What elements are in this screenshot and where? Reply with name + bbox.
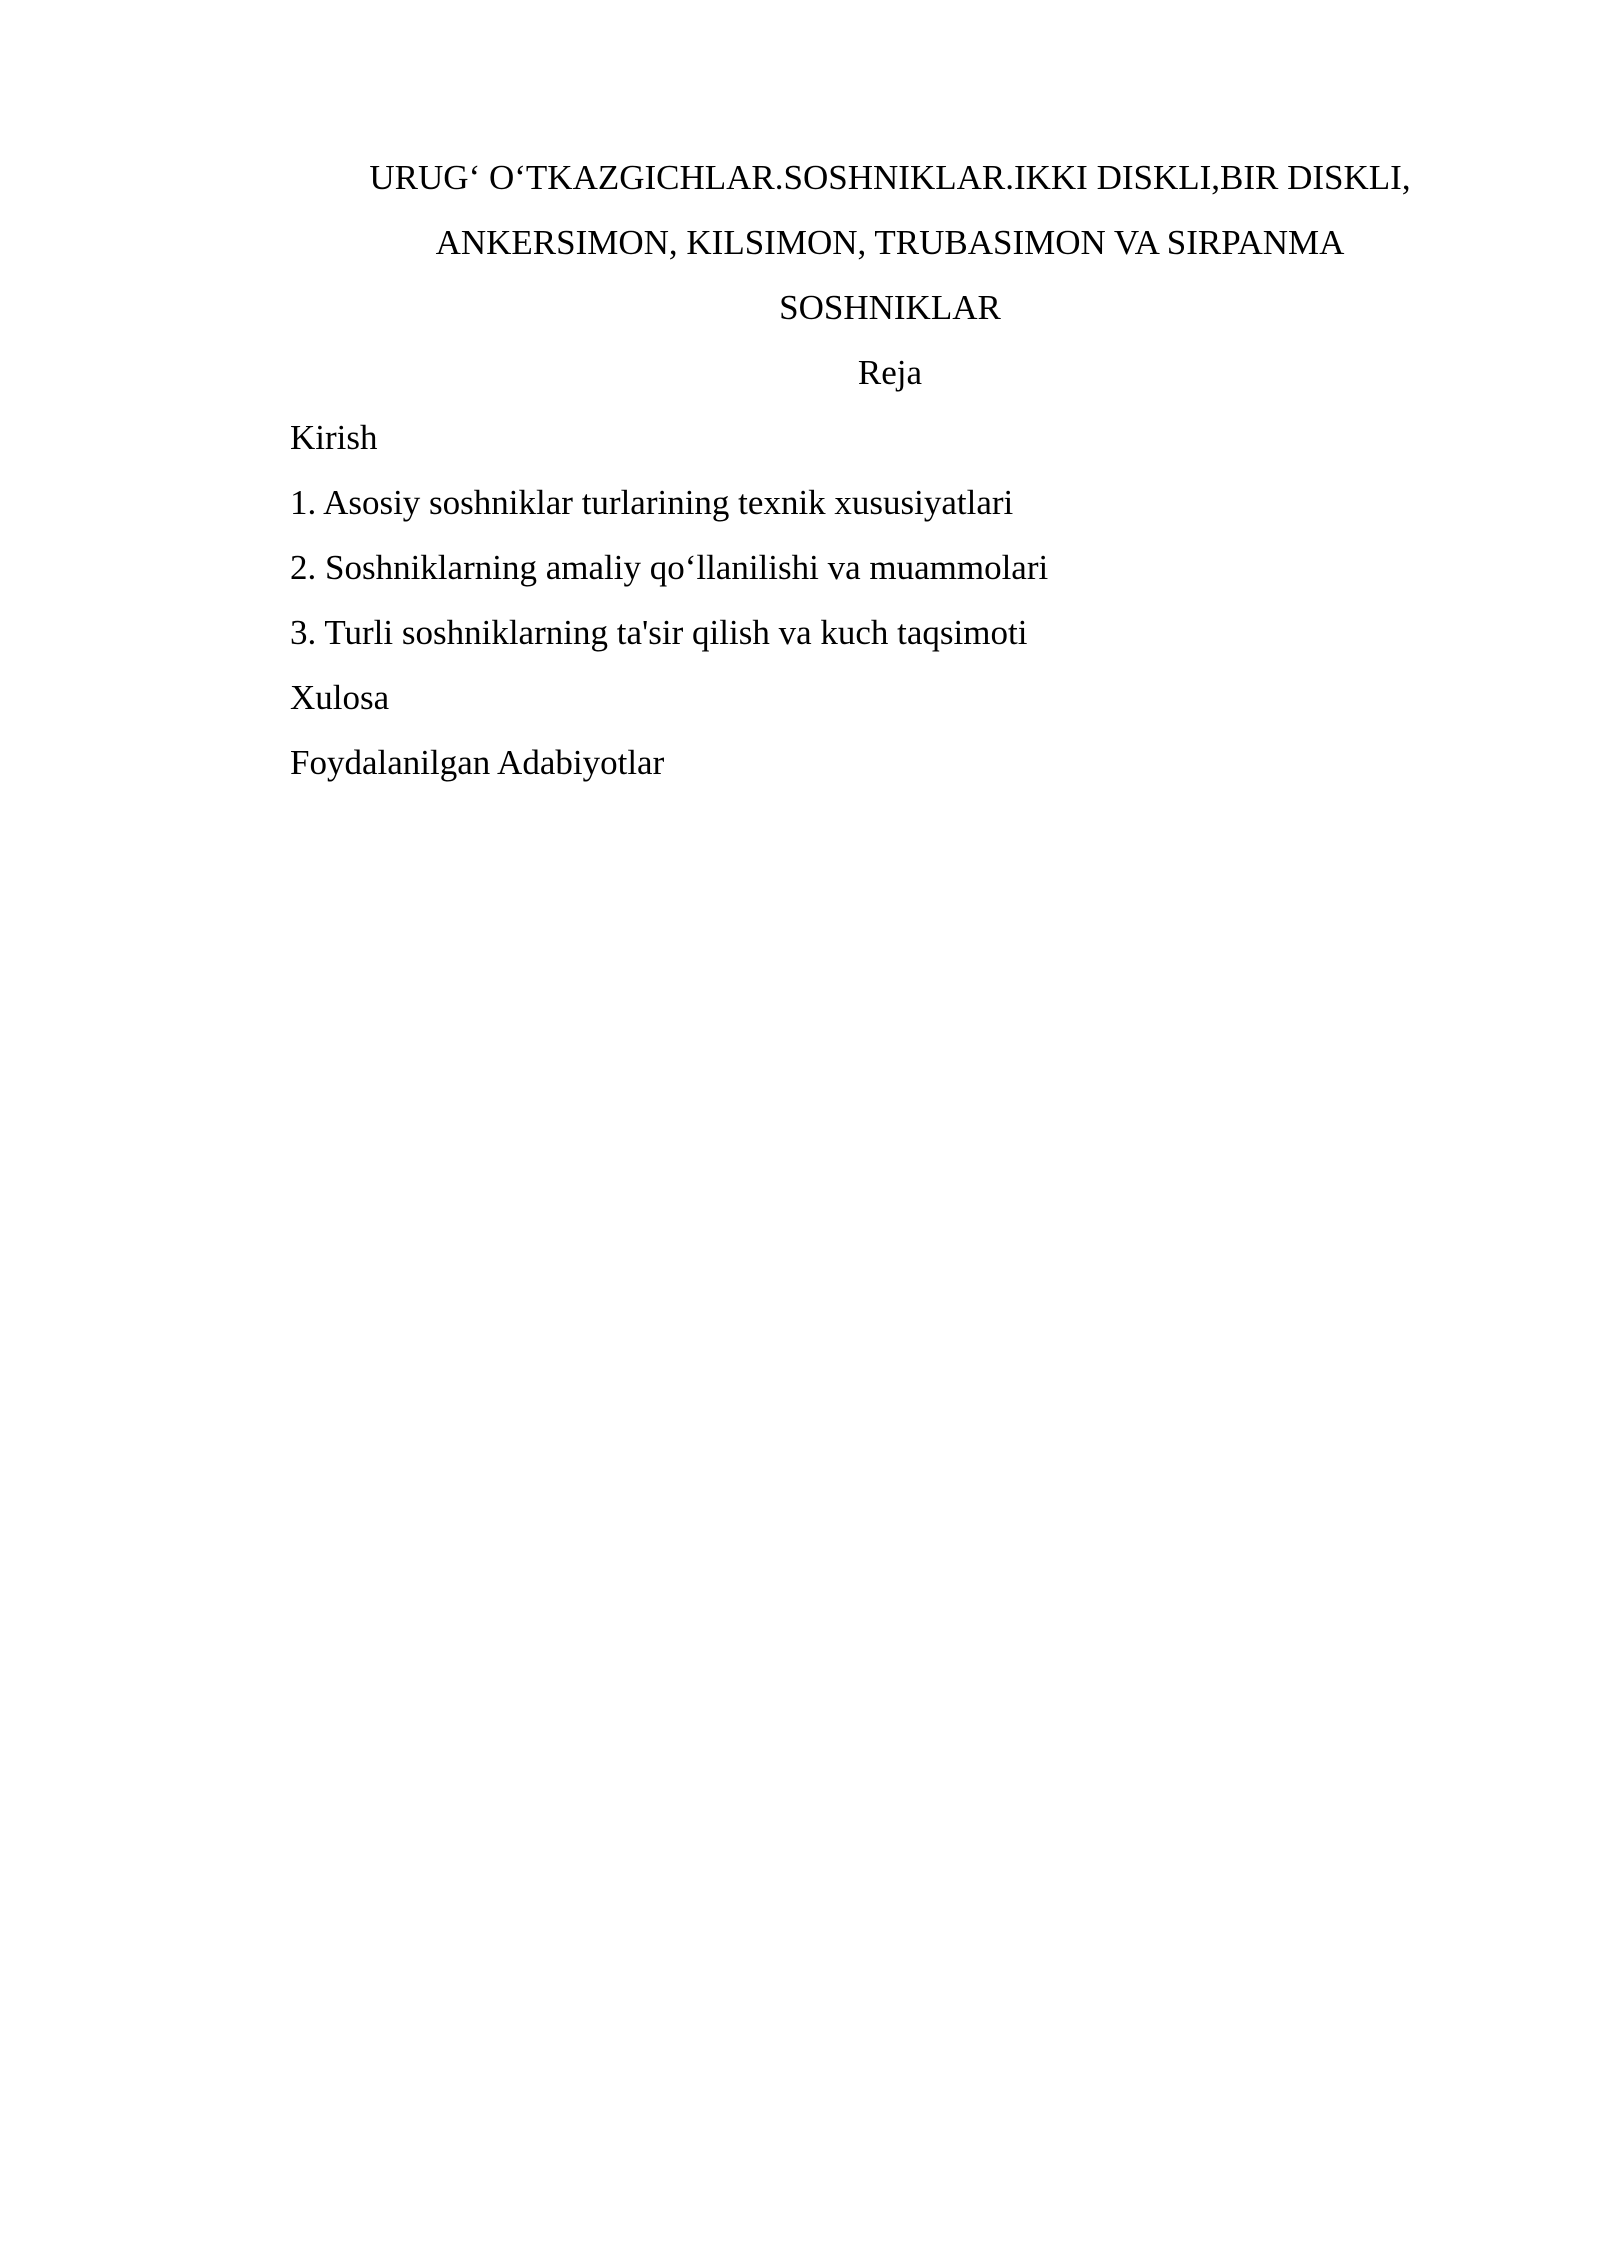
title-line: ANKERSIMON, KILSIMON, TRUBASIMON VA SIRPANMA bbox=[435, 223, 1345, 262]
outline-item-1: 1. Asosiy soshniklar turlarining texnik xususiyatlari bbox=[290, 483, 1014, 522]
title-line: SOSHNIKLAR bbox=[779, 288, 1001, 327]
plan-outline bbox=[290, 405, 1490, 795]
outline-item-2: 2. Soshniklarning amaliy qo‘llanilishi va muammolari bbox=[290, 548, 1049, 587]
outline-item-3: 3. Turli soshniklarning ta'sir qilish va kuch taqsimoti bbox=[290, 613, 1028, 652]
outline-item-references: Foydalanilgan Adabiyotlar bbox=[290, 743, 665, 782]
title-line: URUG‘ O‘TKAZGICHLAR.SOSHNIKLAR.IKKI DISKLI,BIR DISKLI, bbox=[369, 158, 1411, 197]
document-title bbox=[290, 145, 1490, 405]
plan-heading: Reja bbox=[857, 353, 923, 392]
outline-item-introduction: Kirish bbox=[290, 418, 378, 457]
outline-item-conclusion: Xulosa bbox=[290, 678, 390, 717]
